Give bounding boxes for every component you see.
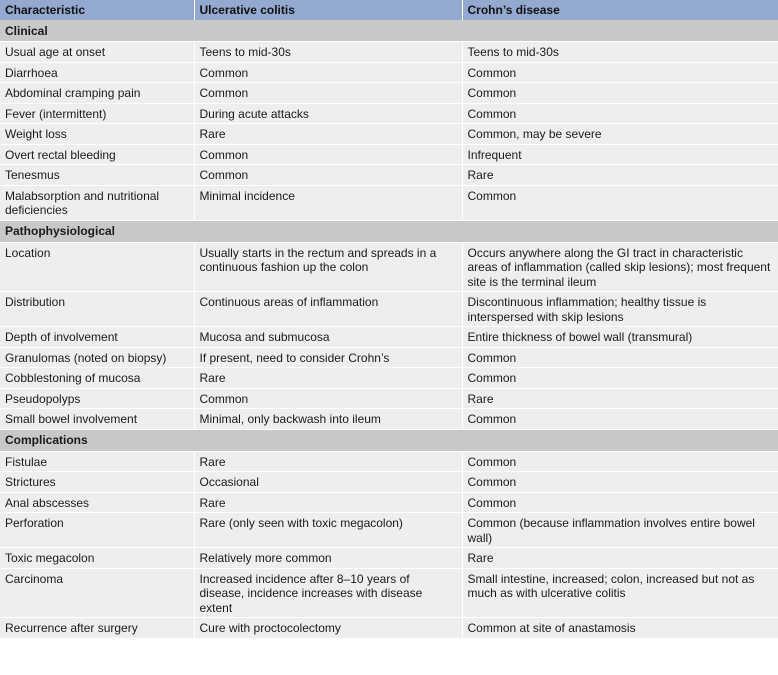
table-row	[0, 185, 778, 220]
table-row	[0, 388, 778, 409]
crohns-disease-cell: Common	[462, 472, 778, 493]
characteristic-cell: Distribution	[0, 292, 194, 327]
section-header-row	[0, 20, 778, 42]
header-ulcerative-colitis: Ulcerative colitis	[194, 0, 462, 20]
ulcerative-colitis-cell: Common	[194, 388, 462, 409]
table-row	[0, 347, 778, 368]
characteristic-cell: Small bowel involvement	[0, 409, 194, 430]
characteristic-cell: Perforation	[0, 513, 194, 548]
ulcerative-colitis-cell: Common	[194, 144, 462, 165]
crohns-disease-cell: Common (because inflammation involves entire bowel wall)	[462, 513, 778, 548]
characteristic-cell: Cobblestoning of mucosa	[0, 368, 194, 389]
crohns-disease-cell: Entire thickness of bowel wall (transmural)	[462, 327, 778, 348]
ulcerative-colitis-cell: If present, need to consider Crohn’s	[194, 347, 462, 368]
crohns-disease-cell: Rare	[462, 548, 778, 569]
crohns-disease-cell: Common	[462, 185, 778, 220]
section-title: Complications	[0, 429, 778, 451]
table-row	[0, 242, 778, 292]
ulcerative-colitis-cell: Rare	[194, 124, 462, 145]
characteristic-cell: Strictures	[0, 472, 194, 493]
header-crohns-disease: Crohn’s disease	[462, 0, 778, 20]
crohns-disease-cell: Common	[462, 368, 778, 389]
crohns-disease-cell: Common	[462, 409, 778, 430]
section-title: Clinical	[0, 20, 778, 42]
characteristic-cell: Tenesmus	[0, 165, 194, 186]
characteristic-cell: Carcinoma	[0, 568, 194, 618]
header-characteristic: Characteristic	[0, 0, 194, 20]
characteristic-cell: Pseudopolyps	[0, 388, 194, 409]
ulcerative-colitis-cell: Common	[194, 62, 462, 83]
characteristic-cell: Recurrence after surgery	[0, 618, 194, 639]
crohns-disease-cell: Common	[462, 347, 778, 368]
ulcerative-colitis-cell: Rare	[194, 492, 462, 513]
ulcerative-colitis-cell: Rare	[194, 368, 462, 389]
crohns-disease-cell: Common	[462, 492, 778, 513]
ulcerative-colitis-cell: Common	[194, 165, 462, 186]
table-row	[0, 472, 778, 493]
crohns-disease-cell: Rare	[462, 165, 778, 186]
table-row	[0, 292, 778, 327]
crohns-disease-cell: Small intestine, increased; colon, increased but not as much as with ulcerative colitis	[462, 568, 778, 618]
characteristic-cell: Fistulae	[0, 451, 194, 472]
table-row	[0, 513, 778, 548]
ulcerative-colitis-cell: Common	[194, 83, 462, 104]
crohns-disease-cell: Discontinuous inflammation; healthy tissue is interspersed with skip lesions	[462, 292, 778, 327]
characteristic-cell: Weight loss	[0, 124, 194, 145]
table-row	[0, 103, 778, 124]
table-row	[0, 42, 778, 63]
table-body	[0, 20, 778, 638]
table-row	[0, 327, 778, 348]
ulcerative-colitis-cell: Increased incidence after 8–10 years of disease, incidence increases with disease extent	[194, 568, 462, 618]
table-row	[0, 124, 778, 145]
characteristic-cell: Overt rectal bleeding	[0, 144, 194, 165]
characteristic-cell: Granulomas (noted on biopsy)	[0, 347, 194, 368]
crohns-disease-cell: Occurs anywhere along the GI tract in characteristic areas of inflammation (called skip lesions); most frequent site is the terminal ileum	[462, 242, 778, 292]
table-row	[0, 62, 778, 83]
ulcerative-colitis-cell: Rare	[194, 451, 462, 472]
ulcerative-colitis-cell: Occasional	[194, 472, 462, 493]
table-row	[0, 568, 778, 618]
ulcerative-colitis-cell: Usually starts in the rectum and spreads in a continuous fashion up the colon	[194, 242, 462, 292]
ulcerative-colitis-cell: Teens to mid-30s	[194, 42, 462, 63]
ulcerative-colitis-cell: During acute attacks	[194, 103, 462, 124]
crohns-disease-cell: Common	[462, 83, 778, 104]
table-row	[0, 144, 778, 165]
crohns-disease-cell: Common at site of anastamosis	[462, 618, 778, 639]
characteristic-cell: Fever (intermittent)	[0, 103, 194, 124]
ulcerative-colitis-cell: Minimal, only backwash into ileum	[194, 409, 462, 430]
characteristic-cell: Malabsorption and nutritional deficiencies	[0, 185, 194, 220]
table-row	[0, 409, 778, 430]
crohns-disease-cell: Common	[462, 451, 778, 472]
ulcerative-colitis-cell: Rare (only seen with toxic megacolon)	[194, 513, 462, 548]
characteristic-cell: Abdominal cramping pain	[0, 83, 194, 104]
characteristic-cell: Diarrhoea	[0, 62, 194, 83]
header-row	[0, 0, 778, 20]
crohns-disease-cell: Common	[462, 62, 778, 83]
characteristic-cell: Location	[0, 242, 194, 292]
ulcerative-colitis-cell: Minimal incidence	[194, 185, 462, 220]
ulcerative-colitis-cell: Mucosa and submucosa	[194, 327, 462, 348]
table-row	[0, 548, 778, 569]
table-row	[0, 618, 778, 639]
crohns-disease-cell: Teens to mid-30s	[462, 42, 778, 63]
ulcerative-colitis-cell: Cure with proctocolectomy	[194, 618, 462, 639]
crohns-disease-cell: Infrequent	[462, 144, 778, 165]
ulcerative-colitis-cell: Continuous areas of inflammation	[194, 292, 462, 327]
characteristic-cell: Usual age at onset	[0, 42, 194, 63]
section-header-row	[0, 429, 778, 451]
crohns-disease-cell: Rare	[462, 388, 778, 409]
characteristic-cell: Toxic megacolon	[0, 548, 194, 569]
table-row	[0, 492, 778, 513]
section-header-row	[0, 220, 778, 242]
ulcerative-colitis-cell: Relatively more common	[194, 548, 462, 569]
table-row	[0, 368, 778, 389]
crohns-disease-cell: Common, may be severe	[462, 124, 778, 145]
table-row	[0, 451, 778, 472]
crohns-disease-cell: Common	[462, 103, 778, 124]
characteristic-cell: Depth of involvement	[0, 327, 194, 348]
characteristic-cell: Anal abscesses	[0, 492, 194, 513]
table-row	[0, 83, 778, 104]
section-title: Pathophysiological	[0, 220, 778, 242]
table-row	[0, 165, 778, 186]
